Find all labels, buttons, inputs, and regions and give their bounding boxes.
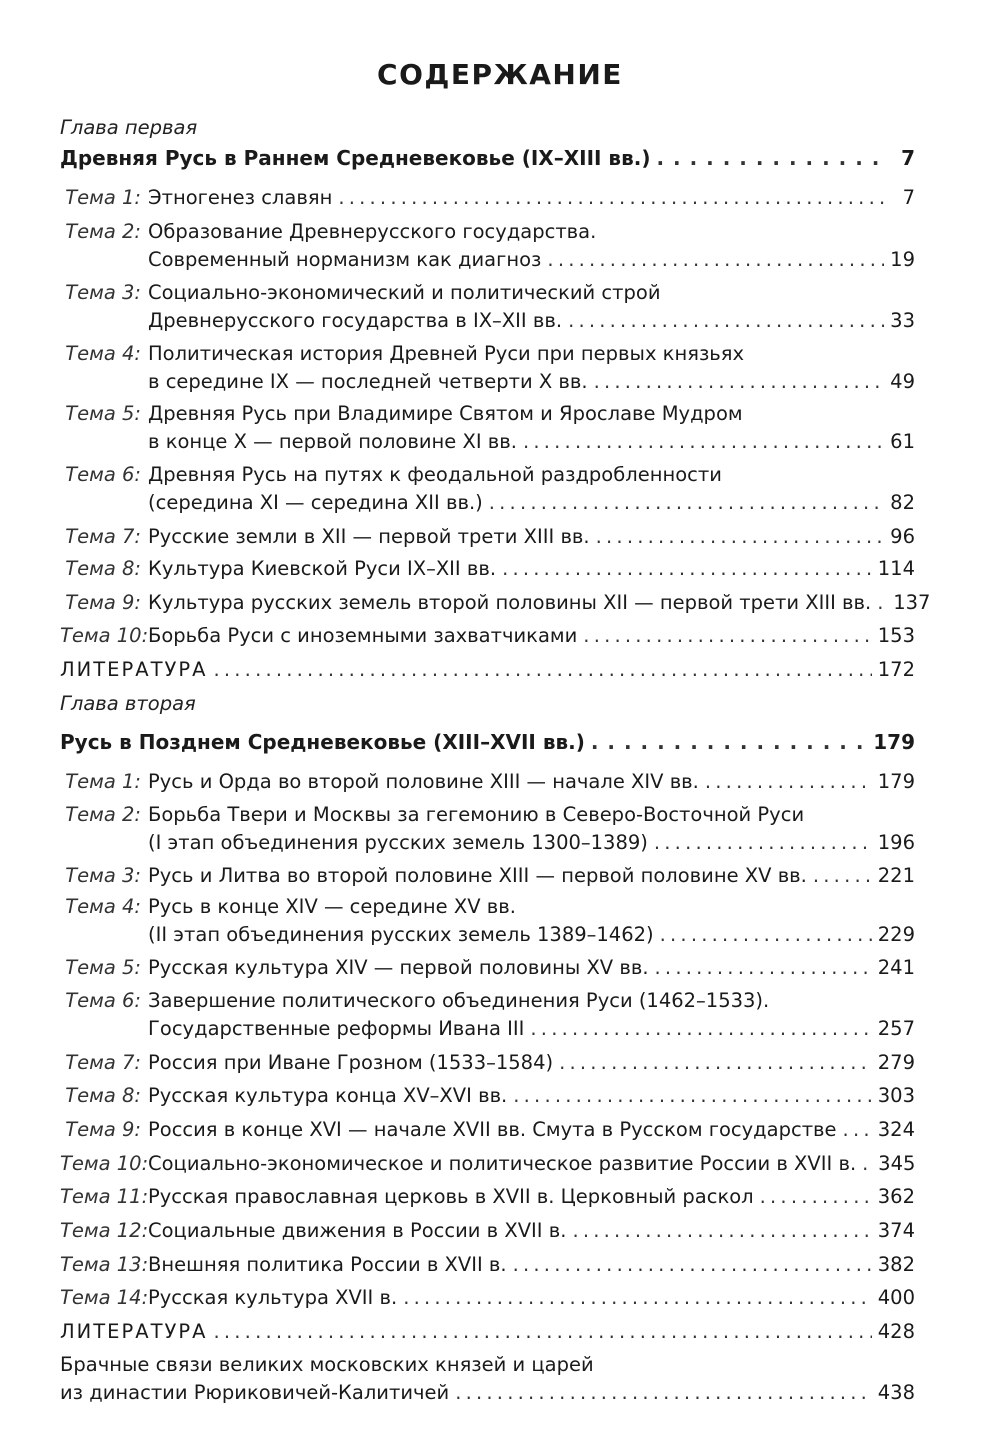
page-number: 400	[877, 1286, 915, 1309]
entry-title: Древняя Русь в Раннем Средневековье (IX–XIII вв.)	[60, 146, 651, 170]
topic-title-line: Политическая история Древней Руси при первых князьях	[148, 342, 745, 365]
topic-entry[interactable]	[60, 521, 915, 553]
page-number: 61	[890, 430, 915, 453]
topic-entry[interactable]	[60, 620, 915, 652]
topic-entry[interactable]	[60, 952, 915, 984]
entry-title: Русь и Литва во второй половине XIII — первой половине XV вв.	[148, 864, 807, 887]
topic-title-line: Социально-экономический и политический строй	[148, 281, 661, 304]
topic-number: Тема 4:	[65, 342, 141, 365]
topic-entry[interactable]	[60, 366, 915, 398]
topic-number: Тема 6:	[65, 989, 141, 1012]
topic-entry[interactable]	[60, 766, 915, 798]
topic-entry[interactable]	[60, 1282, 915, 1314]
topic-entry[interactable]	[60, 1013, 915, 1045]
entry-title: Социально-экономическое и политическое развитие России в XVII в.	[148, 1152, 857, 1175]
leader-dots	[705, 766, 872, 798]
entry-title: Русская культура конца XV–XVI вв.	[148, 1084, 508, 1107]
topic-title-line: Древняя Русь на путях к феодальной раздробленности	[148, 463, 722, 486]
leader-dots	[338, 182, 887, 214]
topic-title-line: Русь в конце XIV — середине XV вв.	[148, 895, 516, 918]
entry-title: Борьба Руси с иноземными захватчиками	[148, 624, 578, 647]
topic-entry[interactable]	[60, 487, 915, 519]
topic-entry[interactable]	[60, 1249, 915, 1281]
topic-number: Тема 5:	[65, 956, 141, 979]
chapter-label: Глава первая	[60, 116, 198, 139]
entry-title: Русские земли в XII — первой трети XIII вв.	[148, 525, 590, 548]
appendix-entry[interactable]	[60, 1377, 915, 1409]
leader-dots	[843, 1114, 872, 1146]
page-number: 19	[890, 248, 915, 271]
topic-number: Тема 6:	[65, 463, 141, 486]
entry-title: ЛИТЕРАТУРА	[60, 658, 208, 681]
topic-number: Тема 14:	[60, 1286, 149, 1309]
page-number: 221	[877, 864, 915, 887]
page-number: 172	[877, 658, 915, 681]
topic-number: Тема 9:	[65, 1118, 141, 1141]
page-number: 7	[902, 186, 915, 209]
leader-dots	[660, 919, 872, 951]
leader-dots	[656, 142, 887, 174]
entry-title: (середина XI — середина XII вв.)	[148, 491, 483, 514]
leader-dots	[760, 1181, 872, 1213]
topic-number: Тема 3:	[65, 864, 141, 887]
page-number: 137	[893, 591, 931, 614]
topic-number: Тема 1:	[65, 770, 141, 793]
topic-entry[interactable]	[60, 587, 931, 619]
leader-dots	[513, 1080, 872, 1112]
leader-dots	[403, 1282, 872, 1314]
page-number: 33	[890, 309, 915, 332]
leader-dots	[591, 726, 867, 758]
page-title: СОДЕРЖАНИЕ	[377, 58, 623, 91]
topic-entry[interactable]	[60, 305, 915, 337]
page-number: 96	[890, 525, 915, 548]
page-number: 229	[877, 923, 915, 946]
leader-dots	[523, 426, 884, 458]
page-number: 257	[877, 1017, 915, 1040]
page-number: 241	[877, 956, 915, 979]
page-number: 303	[877, 1084, 915, 1107]
entry-title: Этногенез славян	[148, 186, 333, 209]
topic-entry[interactable]	[60, 1181, 915, 1213]
entry-title: Культура Киевской Руси IX–XII вв.	[148, 557, 497, 580]
topic-title-line: Завершение политического объединения Руси (1462–1533).	[148, 989, 770, 1012]
topic-title-line: Образование Древнерусского государства.	[148, 220, 597, 243]
topic-number: Тема 8:	[65, 557, 141, 580]
leader-dots	[654, 827, 872, 859]
entry-title: Россия при Иване Грозном (1533–1584)	[148, 1051, 554, 1074]
page-number: 82	[890, 491, 915, 514]
chapter-heading[interactable]	[60, 726, 915, 758]
leader-dots	[583, 620, 871, 652]
entry-title: Социальные движения в России в XVII в.	[148, 1219, 567, 1242]
topic-entry[interactable]	[60, 244, 915, 276]
topic-entry[interactable]	[60, 1080, 915, 1112]
leader-dots	[877, 587, 887, 619]
entry-title: Древнерусского государства в IX–XII вв.	[148, 309, 563, 332]
entry-title: Культура русских земель второй половины XII — первой трети XIII вв.	[148, 591, 872, 614]
page-number: 49	[890, 370, 915, 393]
leader-dots	[594, 366, 885, 398]
topic-number: Тема 8:	[65, 1084, 141, 1107]
topic-number: Тема 12:	[60, 1219, 149, 1242]
leader-dots	[513, 1249, 872, 1281]
leader-dots	[813, 860, 872, 892]
entry-title: Русь и Орда во второй половине XIII — начале XIV вв.	[148, 770, 699, 793]
page-number: 345	[878, 1152, 916, 1175]
topic-entry[interactable]	[60, 1114, 915, 1146]
entry-title: из династии Рюриковичей-Калитичей	[60, 1381, 450, 1404]
leader-dots	[559, 1047, 872, 1079]
page-number: 179	[877, 770, 915, 793]
entry-title: Россия в конце XVI — начале XVII вв. Смута в Русском государстве	[148, 1118, 837, 1141]
topic-entry[interactable]	[60, 1215, 915, 1247]
leader-dots	[568, 305, 884, 337]
page-number: 324	[877, 1118, 915, 1141]
page-number: 374	[877, 1219, 915, 1242]
leader-dots	[489, 487, 884, 519]
appendix-title-line: Брачные связи великих московских князей и царей	[60, 1353, 594, 1376]
entry-title: Русь в Позднем Средневековье (XIII–XVII вв.)	[60, 730, 585, 754]
entry-title: Русская православная церковь в XVII в. Церковный раскол	[148, 1185, 754, 1208]
page-number: 7	[901, 146, 915, 170]
chapter-label: Глава вторая	[60, 692, 196, 715]
topic-number: Тема 5:	[65, 402, 141, 425]
page-number: 382	[877, 1253, 915, 1276]
leader-dots	[455, 1377, 872, 1409]
entry-title: Современный норманизм как диагноз	[148, 248, 542, 271]
topic-entry[interactable]	[60, 919, 915, 951]
topic-number: Тема 4:	[65, 895, 141, 918]
page-number: 114	[877, 557, 915, 580]
page-number: 428	[877, 1320, 915, 1343]
entry-title: Внешняя политика России в XVII в.	[148, 1253, 507, 1276]
topic-number: Тема 10:	[60, 624, 149, 647]
entry-title: в середине IX — последней четверти X вв.	[148, 370, 588, 393]
topic-entry[interactable]	[60, 182, 915, 214]
topic-number: Тема 10:	[60, 1152, 149, 1175]
page-number: 179	[873, 730, 915, 754]
entry-title: Государственные реформы Ивана III	[148, 1017, 525, 1040]
topic-entry[interactable]	[60, 426, 915, 458]
entry-title: (II этап объединения русских земель 1389–1462)	[148, 923, 654, 946]
entry-title: Русская культура XIV — первой половины XV вв.	[148, 956, 649, 979]
literature-entry[interactable]	[60, 1316, 915, 1348]
topic-entry[interactable]	[60, 1148, 915, 1180]
leader-dots	[530, 1013, 871, 1045]
topic-entry[interactable]	[60, 553, 915, 585]
topic-number: Тема 7:	[65, 1051, 141, 1074]
chapter-heading[interactable]	[60, 142, 915, 174]
topic-number: Тема 7:	[65, 525, 141, 548]
page-number: 153	[877, 624, 915, 647]
page-number: 438	[877, 1381, 915, 1404]
page-number: 196	[877, 831, 915, 854]
topic-number: Тема 9:	[65, 591, 141, 614]
topic-entry[interactable]	[60, 860, 915, 892]
leader-dots	[547, 244, 884, 276]
topic-entry[interactable]	[60, 827, 915, 859]
topic-number: Тема 3:	[65, 281, 141, 304]
entry-title: ЛИТЕРАТУРА	[60, 1320, 208, 1343]
leader-dots	[655, 952, 872, 984]
topic-number: Тема 2:	[65, 803, 141, 826]
topic-number: Тема 11:	[60, 1185, 149, 1208]
leader-dots	[572, 1215, 871, 1247]
topic-title-line: Древняя Русь при Владимире Святом и Ярославе Мудром	[148, 402, 743, 425]
leader-dots	[862, 1148, 872, 1180]
entry-title: (I этап объединения русских земель 1300–1389)	[148, 831, 648, 854]
topic-number: Тема 1:	[65, 186, 141, 209]
page-number: 279	[877, 1051, 915, 1074]
leader-dots	[213, 654, 871, 686]
leader-dots	[213, 1316, 871, 1348]
leader-dots	[596, 521, 885, 553]
entry-title: Русская культура XVII в.	[148, 1286, 398, 1309]
entry-title: в конце X — первой половине XI вв.	[148, 430, 517, 453]
topic-entry[interactable]	[60, 1047, 915, 1079]
literature-entry[interactable]	[60, 654, 915, 686]
topic-title-line: Борьба Твери и Москвы за гегемонию в Северо-Восточной Руси	[148, 803, 805, 826]
page-number: 362	[877, 1185, 915, 1208]
leader-dots	[502, 553, 872, 585]
topic-number: Тема 13:	[60, 1253, 149, 1276]
topic-number: Тема 2:	[65, 220, 141, 243]
